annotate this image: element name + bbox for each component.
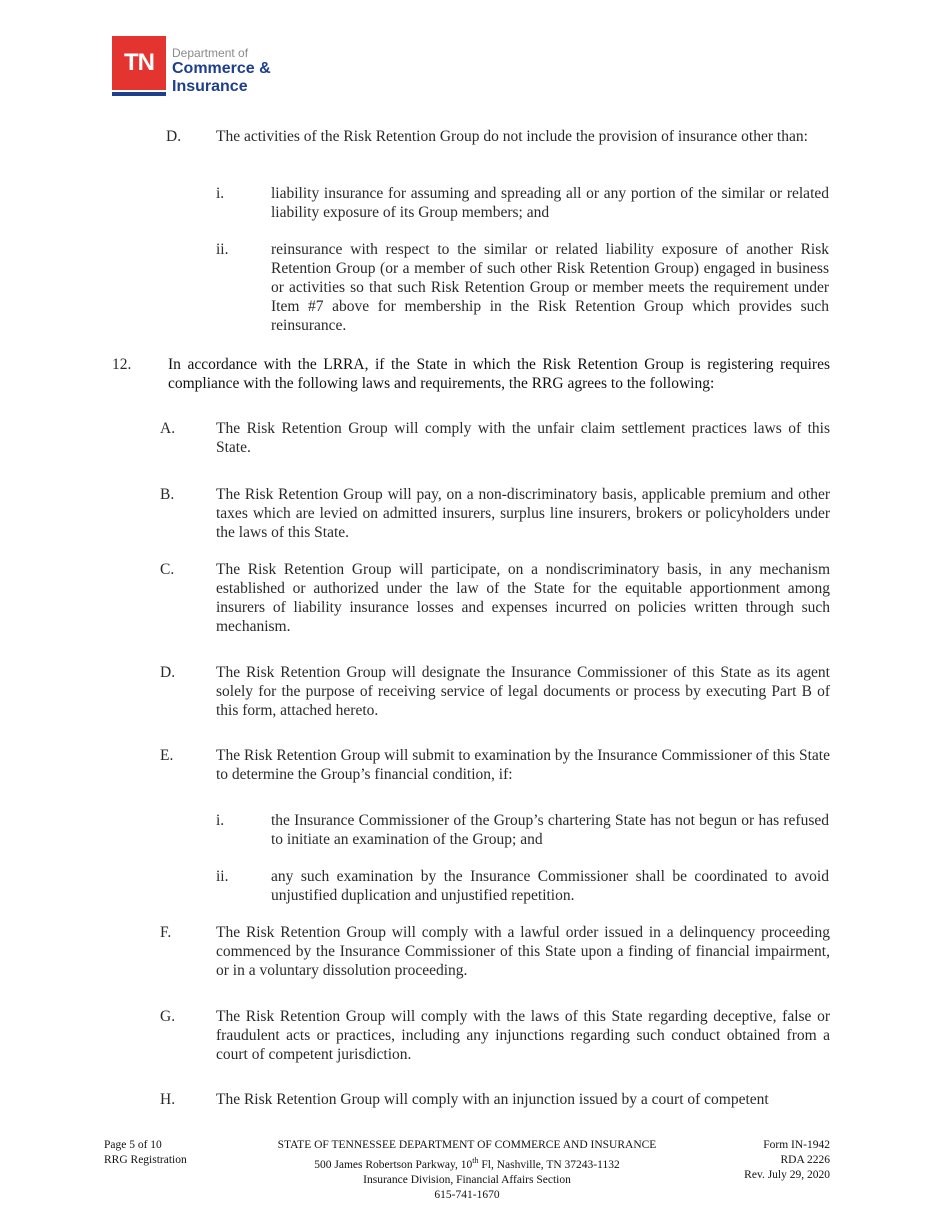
footer-right <box>744 1138 830 1183</box>
footer-address-post: Fl, Nashville, TN 37243-1132 <box>478 1158 620 1171</box>
item-a-text: The Risk Retention Group will comply with the unfair claim settlement practices laws of this State. <box>216 420 830 456</box>
item-d-ii-label: ii. <box>216 241 229 258</box>
tn-logo-mark: TN <box>112 36 166 90</box>
item-12-label: 12. <box>112 356 132 373</box>
footer-rda: RDA 2226 <box>780 1154 830 1166</box>
logo-name-line2: Insurance <box>172 78 248 95</box>
footer-left <box>104 1138 187 1168</box>
item-d-i-label: i. <box>216 185 225 202</box>
footer-address <box>230 1153 704 1173</box>
footer-page-number: Page 5 of 10 <box>104 1139 162 1151</box>
item-d-text: The activities of the Risk Retention Group do not include the provision of insurance other than: <box>216 128 808 145</box>
item-e-label: E. <box>160 747 174 764</box>
footer-doc-name: RRG Registration <box>104 1154 187 1166</box>
item-d-ii-text: reinsurance with respect to the similar or related liability exposure of another Risk Retention Group (or a member of such other Risk Retention Group) engaged in business or activities so that such Risk Retention Group or member meets the requirement under Item #7 above for membership in the Risk Retention Group which provides such reinsurance. <box>271 241 829 334</box>
item-a-label: A. <box>160 420 176 437</box>
item-b-label: B. <box>160 486 175 503</box>
logo-name-line1: Commerce & <box>172 60 271 77</box>
item-e-text: The Risk Retention Group will submit to examination by the Insurance Commissioner of this State to determine the Group’s financial condition, if: <box>216 747 830 783</box>
footer-center <box>230 1138 704 1203</box>
footer-form-number: Form IN-1942 <box>763 1139 830 1151</box>
item-12-text: In accordance with the LRRA, if the State in which the Risk Retention Group is registering requires compliance with the following laws and requirements, the RRG agrees to the following: <box>168 356 830 392</box>
item-c-label: C. <box>160 561 175 578</box>
item-d2-text: The Risk Retention Group will designate the Insurance Commissioner of this State as its agent solely for the purpose of receiving service of legal documents or process by executing Part B of this form, attached hereto. <box>216 664 830 719</box>
footer-division: Insurance Division, Financial Affairs Section <box>363 1173 571 1186</box>
logo-dept-label: Department of <box>172 46 249 60</box>
item-f-text: The Risk Retention Group will comply with a lawful order issued in a delinquency proceeding commenced by the Insurance Commissioner of this State upon a finding of financial impairment, or in a voluntary dissolution proceeding. <box>216 924 830 979</box>
logo-underline <box>112 92 166 96</box>
item-d2-label: D. <box>160 664 176 681</box>
item-g-text: The Risk Retention Group will comply with the laws of this State regarding deceptive, false or fraudulent acts or practices, including any injunctions regarding such conduct obtained from a court of competent jurisdiction. <box>216 1008 830 1063</box>
footer-revision: Rev. July 29, 2020 <box>744 1169 830 1181</box>
item-g-label: G. <box>160 1008 176 1025</box>
item-e-ii-text: any such examination by the Insurance Commissioner shall be coordinated to avoid unjustified duplication and unjustified repetition. <box>271 868 829 904</box>
item-h-label: H. <box>160 1091 176 1108</box>
item-f-label: F. <box>160 924 172 941</box>
item-c-text: The Risk Retention Group will participate, on a nondiscriminatory basis, in any mechanism established or authorized under the law of the State for the equitable apportionment among insurers of liability insurance losses and expenses incurred on policies written through such mechanism. <box>216 561 830 635</box>
footer-agency: STATE OF TENNESSEE DEPARTMENT OF COMMERCE AND INSURANCE <box>277 1139 657 1151</box>
footer-phone: 615-741-1670 <box>434 1188 500 1201</box>
item-d-i-text: liability insurance for assuming and spreading all or any portion of the similar or related liability exposure of its Group members; and <box>271 185 829 221</box>
item-h-text: The Risk Retention Group will comply with an injunction issued by a court of competent <box>216 1091 769 1108</box>
item-b-text: The Risk Retention Group will pay, on a non-discriminatory basis, applicable premium and other taxes which are levied on admitted insurers, surplus line insurers, brokers or policyholders under the laws of this State. <box>216 486 830 541</box>
footer-address-sup: th <box>472 1156 479 1165</box>
item-e-i-label: i. <box>216 812 225 829</box>
tn-commerce-insurance-logo <box>112 36 282 98</box>
item-e-ii-label: ii. <box>216 868 229 885</box>
footer-address-pre: 500 James Robertson Parkway, 10 <box>314 1158 473 1171</box>
item-d-label: D. <box>166 128 182 145</box>
logo-name <box>172 60 271 96</box>
item-e-i-text: the Insurance Commissioner of the Group’s chartering State has not begun or has refused to initiate an examination of the Group; and <box>271 812 829 848</box>
